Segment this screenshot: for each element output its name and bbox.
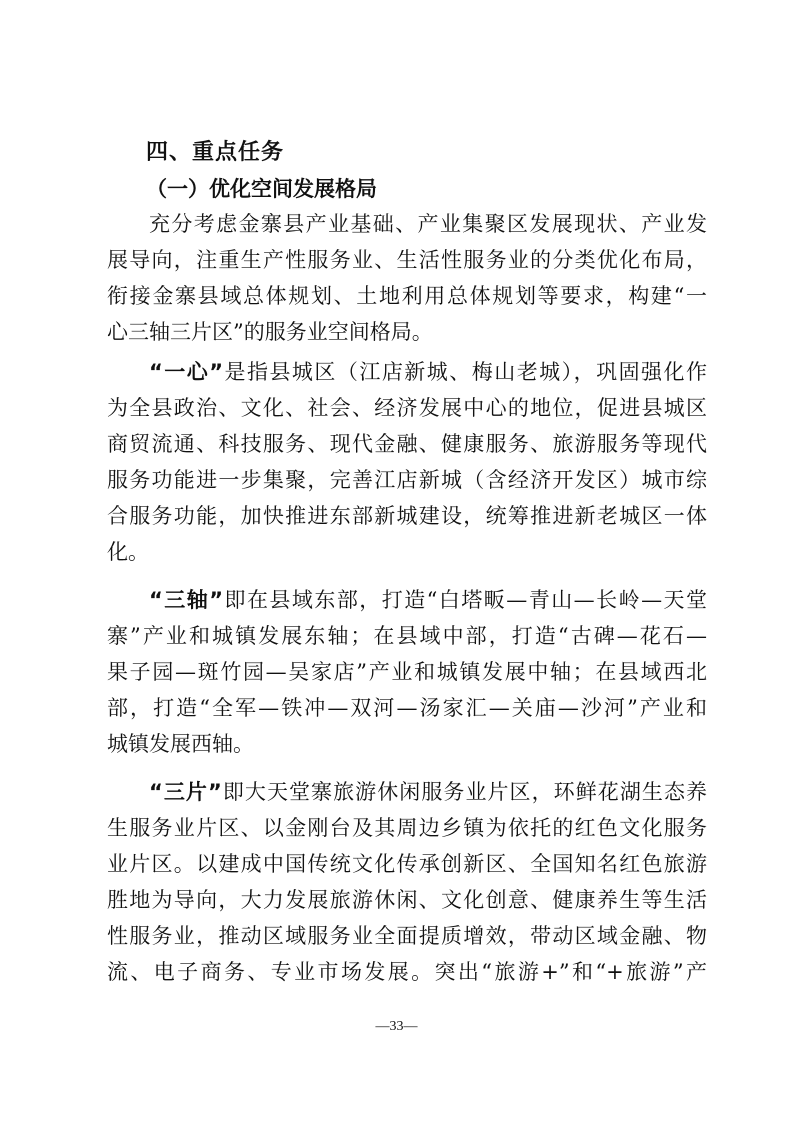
- paragraph-3-line-5: 城镇发展西轴。: [107, 732, 254, 756]
- paragraph-1-line-2: 展导向，注重生产性服务业、生活性服务业的分类优化布局，: [107, 248, 707, 272]
- paragraph-2-line-1: [149, 357, 707, 387]
- section-heading: 四、重点任务: [146, 140, 285, 165]
- paragraph-3-line-1: [149, 585, 707, 615]
- paragraph-1-line-3: 衔接金寨县域总体规划、土地利用总体规划等要求，构建“一: [107, 284, 707, 308]
- paragraph-4-line-1-text: 即大天堂寨旅游休闲服务业片区，环鲜花湖生态养: [221, 780, 708, 804]
- paragraph-4-line-1: [149, 777, 707, 807]
- paragraph-3-line-2: 寨”产业和城镇发展东轴；在县域中部，打造“古碑—花石—: [107, 624, 707, 648]
- paragraph-2-line-3: 商贸流通、科技服务、现代金融、健康服务、旅游服务等现代: [107, 432, 707, 456]
- paragraph-4-lead: “三片”: [149, 780, 222, 804]
- paragraph-2-line-2: 为全县政治、文化、社会、经济发展中心的地位，促进县城区: [107, 396, 707, 420]
- paragraph-2-line-1-text: 是指县城区（江店新城、梅山老城），巩固强化作: [223, 360, 707, 384]
- paragraph-1-line-4: 心三轴三片区”的服务业空间格局。: [107, 320, 433, 344]
- paragraph-3-line-4: 部，打造“全军—铁冲—双河—汤家汇—关庙—沙河”产业和: [107, 696, 707, 720]
- subsection-heading: （一）优化空间发展格局: [146, 177, 377, 201]
- paragraph-4-line-6: 流、电子商务、专业市场发展。突出“旅游+”和“+旅游”产: [107, 960, 707, 984]
- paragraph-3-lead: “三轴”: [149, 588, 224, 612]
- paragraph-4-line-2: 生服务业片区、以金刚台及其周边乡镇为依托的红色文化服务: [107, 816, 707, 840]
- paragraph-2-line-4: 服务功能进一步集聚，完善江店新城（含经济开发区）城市综: [107, 468, 707, 492]
- paragraph-4-line-3: 业片区。以建成中国传统文化传承创新区、全国知名红色旅游: [107, 852, 707, 876]
- paragraph-2-lead: “一心”: [149, 360, 224, 384]
- paragraph-4-line-4: 胜地为导向，大力发展旅游休闲、文化创意、健康养生等生活: [107, 888, 707, 912]
- paragraph-1-line-1: 充分考虑金寨县产业基础、产业集聚区发展现状、产业发: [149, 212, 707, 236]
- paragraph-2-line-6: 化。: [107, 540, 149, 564]
- page-number: —33—: [375, 1019, 418, 1034]
- paragraph-2-line-5: 合服务功能，加快推进东部新城建设，统筹推进新老城区一体: [107, 504, 707, 528]
- paragraph-3-line-1-text: 即在县域东部，打造“白塔畈—青山—长岭—天堂: [223, 588, 708, 612]
- paragraph-3-line-3: 果子园—斑竹园—吴家店”产业和城镇发展中轴；在县域西北: [107, 660, 707, 684]
- paragraph-4-line-5: 性服务业，推动区域服务业全面提质增效，带动区域金融、物: [107, 924, 707, 948]
